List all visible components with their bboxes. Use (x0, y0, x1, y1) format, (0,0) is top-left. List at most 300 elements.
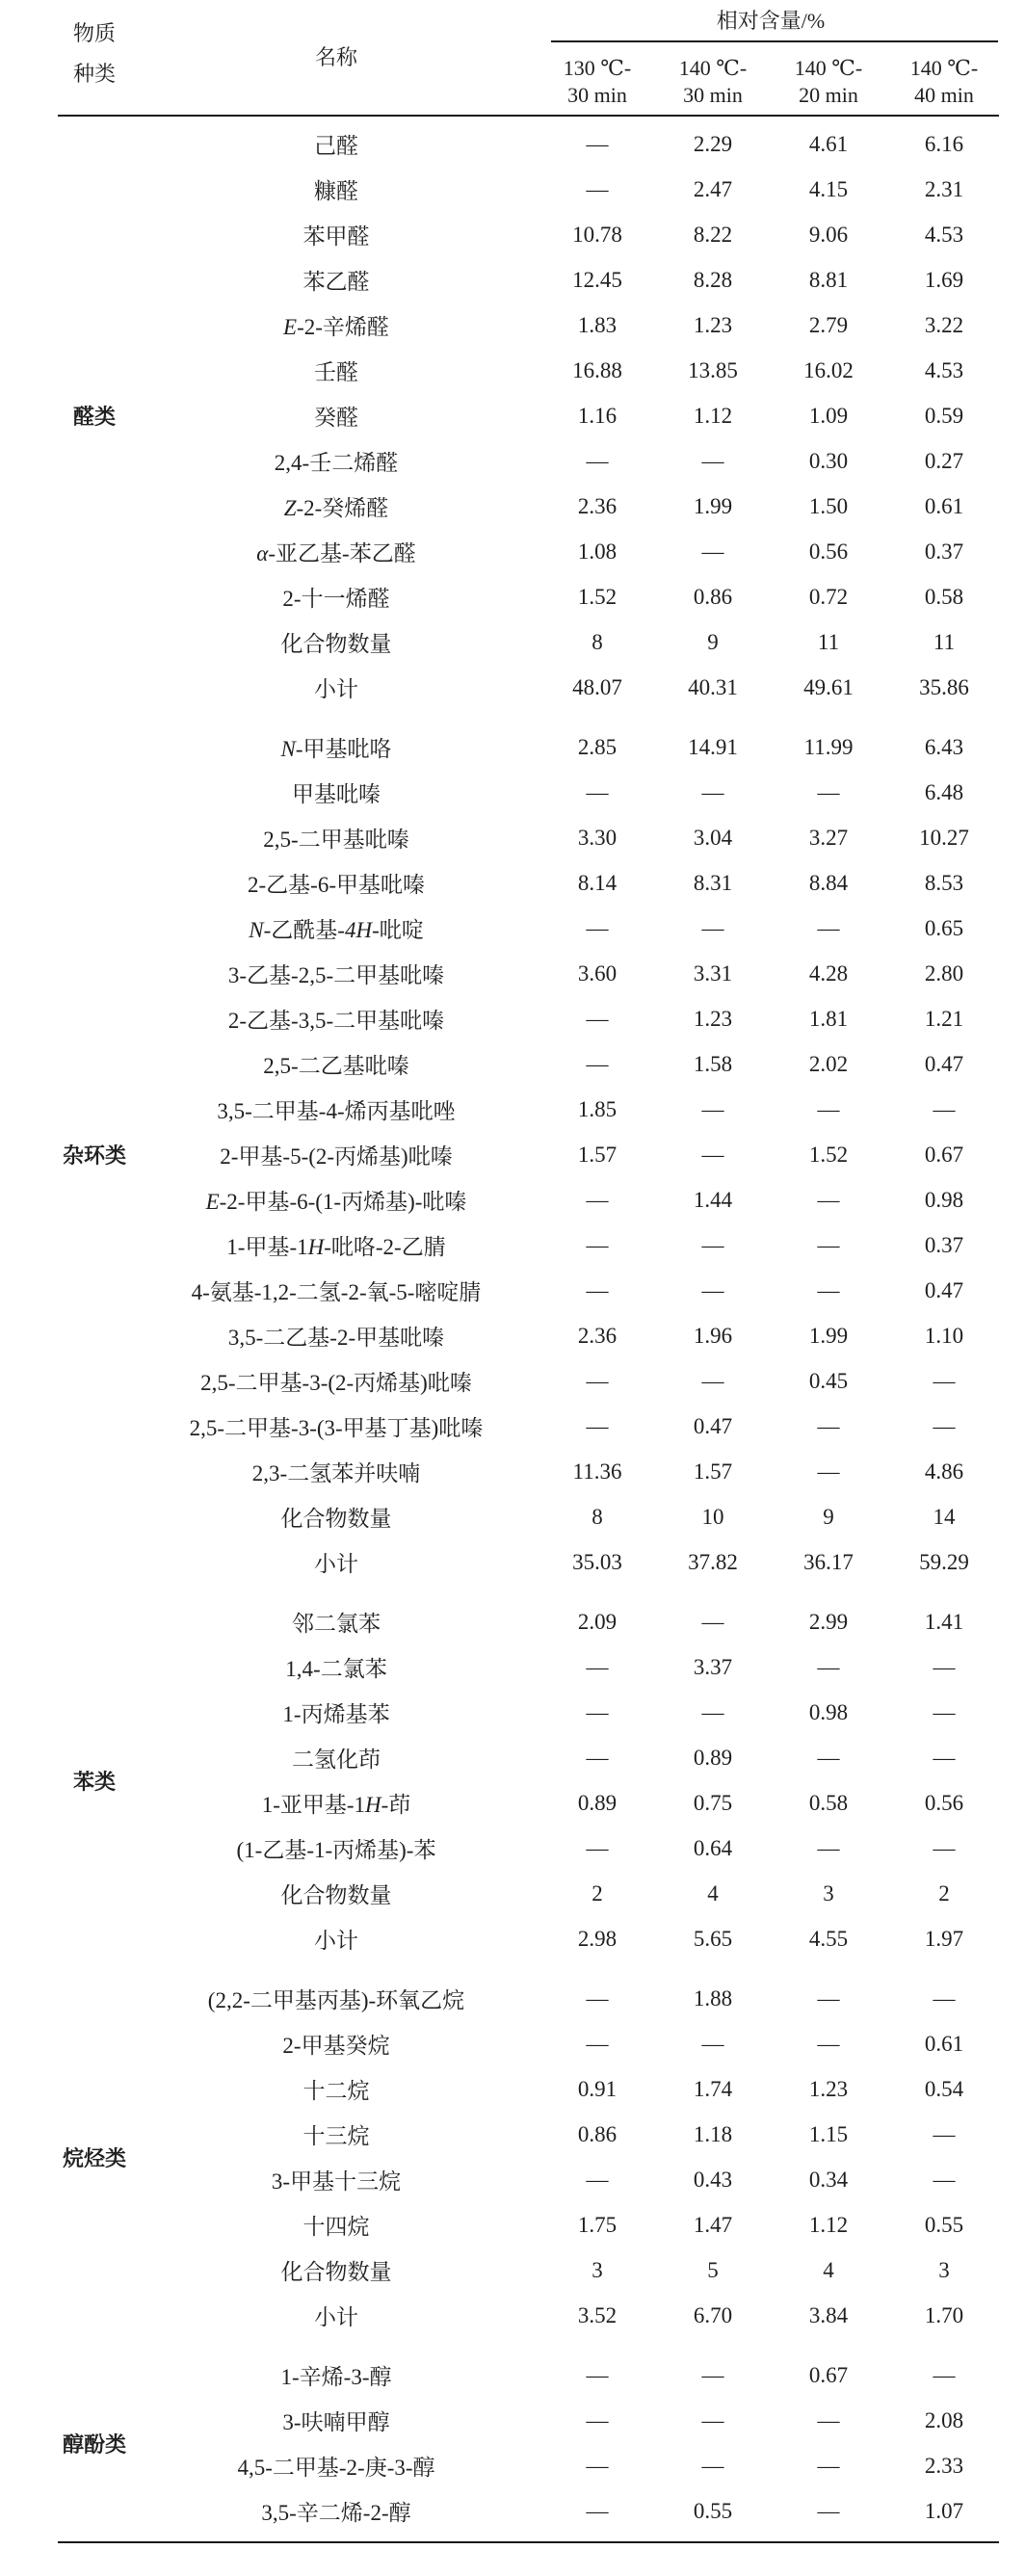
header-condition (655, 55, 771, 109)
relative-content-value: 8.84 (808, 870, 849, 895)
header-category-line: 种类 (72, 62, 116, 86)
relative-content-value: 1.23 (693, 1006, 733, 1031)
relative-content-value: 1.09 (808, 403, 849, 428)
relative-content-value: 0.43 (693, 2167, 733, 2192)
relative-content-value: 0.30 (808, 448, 849, 473)
relative-content-value: 2.36 (577, 493, 618, 518)
table-row (133, 2247, 1002, 2293)
relative-content-value: — (701, 915, 724, 940)
group-rows (133, 121, 1002, 710)
compound-name: 二氢化茚 (292, 1748, 381, 1772)
relative-content-value: 0.89 (693, 1745, 733, 1770)
relative-content-value: 0.37 (924, 539, 964, 564)
relative-content-value: 6.48 (924, 779, 964, 804)
relative-content-value: — (701, 1277, 724, 1302)
relative-content-value: 9 (823, 1504, 834, 1529)
relative-content-value: 11.36 (572, 1459, 622, 1484)
table-row (133, 1132, 1002, 1177)
relative-content-value: 4 (707, 1880, 719, 1906)
compound-name: 1-丙烯基苯 (282, 1702, 390, 1726)
relative-content-value: 1.50 (808, 493, 849, 518)
relative-content-value: 0.58 (808, 1790, 849, 1815)
table-row (133, 770, 1002, 815)
relative-content-value: — (586, 915, 609, 940)
relative-content-value: 0.64 (693, 1835, 733, 1860)
compound-name: 壬醛 (314, 360, 358, 384)
header-category-line: 物质 (72, 21, 116, 45)
relative-content-value: — (701, 1096, 724, 1121)
compound-name: 3,5-二乙基-2-甲基吡嗪 (227, 1326, 445, 1350)
relative-content-value: — (586, 1654, 609, 1679)
relative-content-value: 0.86 (693, 584, 733, 609)
table-row (133, 1644, 1002, 1690)
relative-content-value: 10.78 (572, 222, 622, 247)
table-row (133, 1780, 1002, 1826)
relative-content-value: 1.10 (924, 1323, 964, 1348)
relative-content-value: 0.58 (924, 584, 964, 609)
table-row (133, 2202, 1002, 2247)
compound-name-segment: Z (283, 496, 297, 520)
relative-content-value: 0.27 (924, 448, 964, 473)
compound-name: 己醛 (314, 134, 358, 158)
relative-content-value: 12.45 (572, 267, 622, 292)
relative-content-value: — (586, 1232, 609, 1257)
compound-name-segment: 1-甲基-1 (226, 1235, 308, 1259)
compound-name-segment: E (283, 315, 298, 339)
compound-name (133, 1184, 539, 1216)
relative-content-value: 35.03 (572, 1549, 622, 1574)
relative-content-value: 9 (707, 629, 719, 654)
table-row (133, 2112, 1002, 2157)
category-label: 烷烃类 (62, 2146, 126, 2171)
compound-name: 十二烷 (302, 2079, 370, 2103)
relative-content-value: — (933, 1096, 956, 1121)
relative-content-value: — (701, 1142, 724, 1167)
relative-content-value: 3.37 (693, 1654, 733, 1679)
relative-content-value: 4.53 (924, 222, 964, 247)
compound-name-segment: H (365, 1793, 381, 1817)
compound-name: 苯甲醛 (302, 224, 370, 249)
condition-temperature: 140 ℃- (678, 56, 748, 80)
relative-content-value: 5 (707, 2257, 719, 2282)
table-row (133, 2443, 1002, 2488)
relative-content-value: 36.17 (803, 1549, 854, 1574)
relative-content-value: 1.57 (693, 1459, 733, 1484)
table-row (133, 393, 1002, 438)
compound-name-segment: α (256, 541, 269, 565)
relative-content-value: — (586, 448, 609, 473)
header-name: 名称 (314, 45, 357, 69)
compound-name: 十三烷 (302, 2124, 370, 2148)
relative-content-value: — (701, 1232, 724, 1257)
table-row (133, 1690, 1002, 1735)
relative-content-value: 3.52 (577, 2302, 618, 2327)
compound-content-table (56, 0, 1002, 2576)
compound-name-segment: -乙酰基- (263, 918, 345, 942)
relative-content-value: — (586, 2362, 609, 2387)
relative-content-value: 0.65 (924, 915, 964, 940)
compound-name: 小计 (314, 1929, 358, 1953)
relative-content-value: 1.99 (693, 493, 733, 518)
relative-content-value: — (586, 2407, 609, 2432)
relative-content-value: 1.85 (577, 1096, 618, 1121)
relative-content-value: — (701, 1368, 724, 1393)
relative-content-value: 3.31 (693, 960, 733, 986)
compound-name: 2,4-壬二烯醛 (274, 451, 399, 475)
compound-name (133, 490, 539, 522)
table-row (133, 1041, 1002, 1087)
category-label: 醇酚类 (62, 2432, 126, 2458)
table-body (56, 121, 1002, 2543)
group-rows (133, 724, 1002, 1585)
relative-content-value: — (817, 1835, 840, 1860)
relative-content-value: 11 (933, 629, 956, 654)
relative-content-value: 3.22 (924, 312, 964, 337)
table-row (133, 1222, 1002, 1268)
table-row (133, 2157, 1002, 2202)
compound-name: 2,5-二甲基吡嗪 (263, 828, 409, 852)
relative-content-value: 3.30 (577, 825, 618, 850)
relative-content-value: 0.56 (808, 539, 849, 564)
relative-content-value: 6.70 (693, 2302, 733, 2327)
relative-content-value: 2.36 (577, 1323, 618, 1348)
relative-content-value: — (817, 779, 840, 804)
relative-content-value: 3.60 (577, 960, 618, 986)
relative-content-value: 2.85 (577, 734, 618, 759)
relative-content-value: 2.31 (924, 176, 964, 201)
relative-content-value: — (817, 2031, 840, 2056)
condition-temperature: 130 ℃- (563, 56, 632, 80)
compound-name: 3,5-二甲基-4-烯丙基吡唑 (217, 1099, 456, 1123)
relative-content-value: 1.69 (924, 267, 964, 292)
relative-content-value: 1.47 (693, 2212, 733, 2237)
compound-name (133, 912, 539, 944)
relative-content-value: — (817, 1413, 840, 1438)
relative-content-value: — (933, 1699, 956, 1724)
table-row (133, 1916, 1002, 1961)
relative-content-value: 8.22 (693, 222, 733, 247)
relative-content-value: — (933, 2167, 956, 2192)
table-row (133, 619, 1002, 665)
compound-name-segment: -甲基吡咯 (295, 737, 392, 761)
compound-name: 2-甲基-5-(2-丙烯基)吡嗪 (220, 1144, 453, 1169)
compound-name (133, 731, 539, 763)
table-row (133, 574, 1002, 619)
compound-name: 甲基吡嗪 (292, 782, 381, 806)
relative-content-value: 6.43 (924, 734, 964, 759)
compound-name: 2-乙基-6-甲基吡嗪 (248, 873, 425, 897)
compound-name: 2,5-二甲基-3-(2-丙烯基)吡嗪 (200, 1371, 472, 1395)
relative-content-value: — (933, 1413, 956, 1438)
table-row (133, 996, 1002, 1041)
relative-content-value: 1.83 (577, 312, 618, 337)
compound-name: 2-乙基-3,5-二甲基吡嗪 (227, 1009, 445, 1033)
table-row (133, 860, 1002, 906)
compound-name-segment: 4H (344, 918, 373, 942)
relative-content-value: — (933, 1745, 956, 1770)
relative-content-value: — (817, 2407, 840, 2432)
compound-name: 3-呋喃甲醇 (282, 2410, 390, 2434)
compound-name (133, 536, 539, 567)
relative-content-value: 1.58 (693, 1051, 733, 1076)
table-row (133, 2021, 1002, 2066)
category-label: 苯类 (72, 1770, 116, 1795)
table-row (133, 438, 1002, 484)
relative-content-value: 6.16 (924, 131, 964, 156)
header-conditions (539, 55, 1002, 109)
condition-time: 40 min (914, 83, 974, 107)
compound-name (133, 1787, 539, 1819)
compound-name-segment: N (280, 737, 296, 761)
compound-name: (1-乙基-1-丙烯基)-苯 (236, 1838, 436, 1862)
relative-content-value: 0.55 (693, 2498, 733, 2523)
group-rows (133, 1599, 1002, 1961)
table-row (133, 529, 1002, 574)
relative-content-value: — (701, 1699, 724, 1724)
relative-content-value: — (586, 2031, 609, 2056)
table-row (133, 2488, 1002, 2534)
relative-content-value: 8.31 (693, 870, 733, 895)
compound-name: 邻二氯苯 (292, 1612, 381, 1636)
relative-content-value: — (586, 779, 609, 804)
relative-content-value: 1.70 (924, 2302, 964, 2327)
relative-content-value: 16.88 (572, 357, 622, 382)
relative-content-value: 0.75 (693, 1790, 733, 1815)
relative-content-value: 0.59 (924, 403, 964, 428)
table-row (133, 1358, 1002, 1404)
relative-content-value: 1.75 (577, 2212, 618, 2237)
relative-content-value: — (817, 1187, 840, 1212)
table-row (133, 167, 1002, 212)
table-row (133, 1268, 1002, 1313)
relative-content-value: 1.81 (808, 1006, 849, 1031)
compound-name-segment: N (249, 918, 264, 942)
relative-content-value: 1.23 (693, 312, 733, 337)
relative-content-value: 1.12 (808, 2212, 849, 2237)
relative-content-value: 10.27 (919, 825, 969, 850)
relative-content-value: 8 (591, 1504, 603, 1529)
relative-content-value: 2.29 (693, 131, 733, 156)
table-row (133, 121, 1002, 167)
header-relative-content: 相对含量/% (716, 9, 826, 33)
relative-content-value: 2 (938, 1880, 950, 1906)
relative-content-value: 0.98 (924, 1187, 964, 1212)
relative-content-value: 4 (823, 2257, 834, 2282)
relative-content-value: 49.61 (803, 674, 854, 699)
relative-content-value: — (586, 131, 609, 156)
relative-content-value: 1.74 (693, 2076, 733, 2101)
group-rows (133, 2353, 1002, 2534)
relative-content-value: — (817, 1232, 840, 1257)
table-header (56, 0, 1002, 121)
relative-content-value: 4.86 (924, 1459, 964, 1484)
relative-content-value: — (586, 1277, 609, 1302)
relative-content-value: 0.47 (924, 1051, 964, 1076)
compound-name: 苯乙醛 (302, 270, 370, 294)
header-condition (886, 55, 1002, 109)
relative-content-value: — (817, 1745, 840, 1770)
relative-content-value: 2.02 (808, 1051, 849, 1076)
relative-content-value: 3.04 (693, 825, 733, 850)
table-row (133, 302, 1002, 348)
compound-name: 3-乙基-2,5-二甲基吡嗪 (227, 963, 445, 987)
relative-content-value: 3 (938, 2257, 950, 2282)
relative-content-value: — (701, 2362, 724, 2387)
category-label: 杂环类 (62, 1144, 126, 1169)
relative-content-value: 0.55 (924, 2212, 964, 2237)
compound-name: 十四烷 (302, 2215, 370, 2239)
table-row (133, 1494, 1002, 1539)
relative-content-value: 40.31 (688, 674, 738, 699)
relative-content-value: — (817, 2453, 840, 2478)
compound-name: 2-十一烯醛 (282, 587, 390, 611)
relative-content-value: — (586, 176, 609, 201)
relative-content-value: 2 (591, 1880, 603, 1906)
table-row (133, 1599, 1002, 1644)
relative-content-value: — (586, 1835, 609, 1860)
relative-content-value: 11.99 (803, 734, 854, 759)
relative-content-value: — (817, 1277, 840, 1302)
relative-content-value: 8.53 (924, 870, 964, 895)
table-row (133, 348, 1002, 393)
compound-name-segment: -2-癸烯醛 (296, 496, 389, 520)
bottom-rule (58, 2541, 999, 2543)
compound-name: 小计 (314, 2305, 358, 2329)
relative-content-value: 35.86 (919, 674, 969, 699)
relative-content-value: 1.44 (693, 1187, 733, 1212)
compound-name: 2,5-二乙基吡嗪 (263, 1054, 409, 1078)
compound-name: (2,2-二甲基丙基)-环氧乙烷 (207, 1988, 465, 2012)
header-condition (539, 55, 655, 109)
relative-content-value: 0.61 (924, 2031, 964, 2056)
relative-content-value: 1.97 (924, 1926, 964, 1951)
relative-content-value: 1.57 (577, 1142, 618, 1167)
relative-content-value: 10 (701, 1504, 724, 1529)
relative-content-value: 0.34 (808, 2167, 849, 2192)
compound-name: 癸醛 (314, 406, 358, 430)
relative-content-value: 0.98 (808, 1699, 849, 1724)
relative-content-value: 14 (933, 1504, 956, 1529)
relative-content-value: 1.07 (924, 2498, 964, 2523)
relative-content-value: 8.81 (808, 267, 849, 292)
relative-content-value: 0.47 (924, 1277, 964, 1302)
condition-temperature: 140 ℃- (909, 56, 979, 80)
relative-content-value: — (586, 1413, 609, 1438)
table-row (133, 1871, 1002, 1916)
relative-content-value: 0.91 (577, 2076, 618, 2101)
relative-content-value: 1.88 (693, 1985, 733, 2011)
relative-content-value: 4.28 (808, 960, 849, 986)
relative-content-value: — (586, 2453, 609, 2478)
relative-content-value: 0.72 (808, 584, 849, 609)
relative-content-value: 0.86 (577, 2121, 618, 2146)
substance-group (56, 2353, 1002, 2534)
relative-content-value: — (933, 1654, 956, 1679)
relative-content-value: 1.08 (577, 539, 618, 564)
relative-content-value: — (817, 2498, 840, 2523)
substance-group (56, 121, 1002, 710)
compound-name-segment: -亚乙基-苯乙醛 (268, 541, 416, 565)
relative-content-value: 4.61 (808, 131, 849, 156)
table-row (133, 1177, 1002, 1222)
relative-content-value: 8.14 (577, 870, 618, 895)
relative-content-value: — (586, 2167, 609, 2192)
table-row (133, 815, 1002, 860)
compound-name: 化合物数量 (280, 2260, 392, 2284)
compound-name: 糠醛 (314, 179, 358, 203)
relative-content-value: 37.82 (688, 1549, 738, 1574)
relative-content-value: 2.47 (693, 176, 733, 201)
relative-content-value: — (933, 1368, 956, 1393)
header-span-rule (551, 40, 998, 42)
compound-name-segment: -吡咯-2-乙腈 (324, 1235, 446, 1259)
compound-name-segment: E (205, 1190, 220, 1214)
relative-content-value: 2.09 (577, 1609, 618, 1634)
relative-content-value: 3 (591, 2257, 603, 2282)
relative-content-value: 1.96 (693, 1323, 733, 1348)
table-row (133, 724, 1002, 770)
compound-name: 1,4-二氯苯 (285, 1657, 387, 1681)
table-row (133, 484, 1002, 529)
relative-content-value: 0.67 (924, 1142, 964, 1167)
relative-content-value: 0.47 (693, 1413, 733, 1438)
relative-content-value: — (586, 1051, 609, 1076)
relative-content-value: — (817, 1096, 840, 1121)
relative-content-value: 1.23 (808, 2076, 849, 2101)
table-row (133, 1826, 1002, 1871)
table-row (133, 1735, 1002, 1780)
relative-content-value: 0.89 (577, 1790, 618, 1815)
relative-content-value: — (933, 2121, 956, 2146)
compound-name: 化合物数量 (280, 632, 392, 656)
relative-content-value: 1.52 (577, 584, 618, 609)
table-row (133, 1449, 1002, 1494)
relative-content-value: — (817, 1459, 840, 1484)
relative-content-value: 1.41 (924, 1609, 964, 1634)
compound-name-segment: H (307, 1235, 325, 1259)
relative-content-value: 1.52 (808, 1142, 849, 1167)
relative-content-value: — (586, 1006, 609, 1031)
relative-content-value: 13.85 (688, 357, 738, 382)
relative-content-value: 11 (817, 629, 840, 654)
compound-name: 3,5-辛二烯-2-醇 (261, 2501, 411, 2525)
relative-content-value: 0.45 (808, 1368, 849, 1393)
relative-content-value: — (817, 1985, 840, 2011)
compound-name: 3-甲基十三烷 (271, 2169, 402, 2194)
relative-content-value: 8 (591, 629, 603, 654)
relative-content-value: — (701, 1609, 724, 1634)
relative-content-value: 48.07 (572, 674, 622, 699)
relative-content-value: — (701, 2453, 724, 2478)
relative-content-value: 4.55 (808, 1926, 849, 1951)
relative-content-value: — (586, 1745, 609, 1770)
compound-name-segment: 1-亚甲基-1 (261, 1793, 366, 1817)
relative-content-value: — (701, 2031, 724, 2056)
compound-name: 小计 (314, 677, 358, 701)
category-label: 醛类 (72, 406, 116, 430)
relative-content-value: — (817, 1654, 840, 1679)
condition-time: 20 min (799, 83, 858, 107)
substance-group (56, 1599, 1002, 1961)
table-row (133, 951, 1002, 996)
relative-content-value: 0.37 (924, 1232, 964, 1257)
relative-content-value: — (933, 2362, 956, 2387)
relative-content-value: 3.84 (808, 2302, 849, 2327)
relative-content-value: 2.99 (808, 1609, 849, 1634)
compound-name: 4,5-二甲基-2-庚-3-醇 (237, 2456, 435, 2480)
relative-content-value: — (701, 2407, 724, 2432)
table-row (133, 1087, 1002, 1132)
